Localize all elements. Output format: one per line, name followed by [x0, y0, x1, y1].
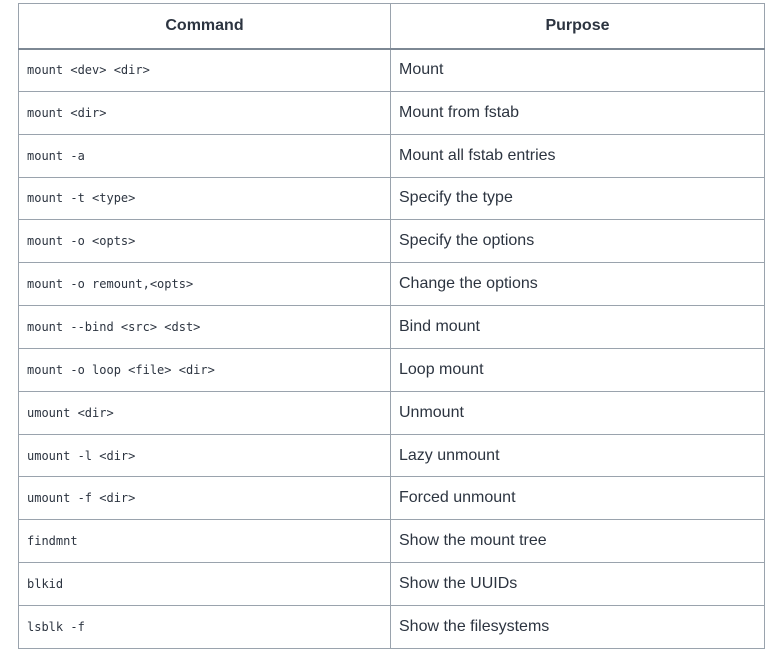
- purpose-cell: Show the filesystems: [391, 605, 765, 648]
- command-cell: blkid: [19, 563, 391, 606]
- table-row: [19, 134, 765, 177]
- purpose-cell: Loop mount: [391, 348, 765, 391]
- table-row: [19, 477, 765, 520]
- column-header-purpose: Purpose: [391, 4, 765, 49]
- table-row: [19, 391, 765, 434]
- table-row: [19, 348, 765, 391]
- table-row: [19, 563, 765, 606]
- purpose-cell: Forced unmount: [391, 477, 765, 520]
- purpose-cell: Specify the options: [391, 220, 765, 263]
- table-row: [19, 520, 765, 563]
- table-row: [19, 434, 765, 477]
- purpose-cell: Mount from fstab: [391, 91, 765, 134]
- column-header-command: Command: [19, 4, 391, 49]
- purpose-cell: Mount all fstab entries: [391, 134, 765, 177]
- purpose-cell: Bind mount: [391, 306, 765, 349]
- command-cell: mount <dir>: [19, 91, 391, 134]
- command-table-container: [18, 3, 764, 649]
- table-row: [19, 220, 765, 263]
- table-row: [19, 177, 765, 220]
- command-cell: mount -o <opts>: [19, 220, 391, 263]
- purpose-cell: Show the mount tree: [391, 520, 765, 563]
- table-row: [19, 49, 765, 92]
- table-row: [19, 605, 765, 648]
- command-cell: mount -o remount,<opts>: [19, 263, 391, 306]
- command-cell: umount <dir>: [19, 391, 391, 434]
- command-cell: umount -f <dir>: [19, 477, 391, 520]
- purpose-cell: Unmount: [391, 391, 765, 434]
- command-cell: mount <dev> <dir>: [19, 49, 391, 92]
- command-cell: mount -t <type>: [19, 177, 391, 220]
- table-row: [19, 263, 765, 306]
- table-body: [19, 49, 765, 649]
- command-cell: findmnt: [19, 520, 391, 563]
- command-cell: umount -l <dir>: [19, 434, 391, 477]
- command-cell: mount -a: [19, 134, 391, 177]
- command-table: [18, 3, 765, 649]
- command-cell: mount --bind <src> <dst>: [19, 306, 391, 349]
- table-row: [19, 91, 765, 134]
- purpose-cell: Show the UUIDs: [391, 563, 765, 606]
- purpose-cell: Specify the type: [391, 177, 765, 220]
- command-cell: lsblk -f: [19, 605, 391, 648]
- table-header: [19, 4, 765, 49]
- command-cell: mount -o loop <file> <dir>: [19, 348, 391, 391]
- purpose-cell: Mount: [391, 49, 765, 92]
- purpose-cell: Change the options: [391, 263, 765, 306]
- header-row: [19, 4, 765, 49]
- table-row: [19, 306, 765, 349]
- purpose-cell: Lazy unmount: [391, 434, 765, 477]
